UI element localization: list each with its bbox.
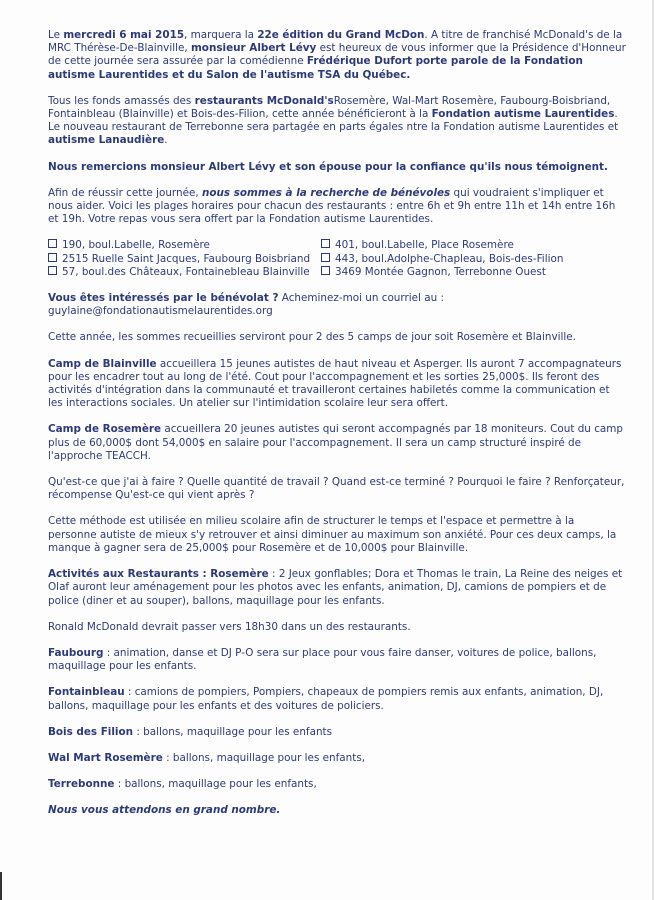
restaurants-label: restaurants McDonald's — [194, 94, 334, 107]
text: accueillera 20 jeunes autistes qui seront accompagnés par 18 moniteurs. Cout du camp plus de 60,000$ dont 54,000$ en salaire pour l'accompagnement. Il sera un camp structuré inspiré de l'approche TEACCH. — [48, 423, 623, 462]
questions-paragraph: Qu'est-ce que j'ai à faire ? Quelle quantité de travail ? Quand est-ce terminé ? Pourquoi le faire ? Renforçateur, récompense Qu'est-ce qui vient après ? — [48, 476, 625, 502]
letter-body — [48, 29, 626, 831]
location-heading: Fontainbleau — [48, 686, 125, 699]
camp-rosemere-heading: Camp de Rosemère — [48, 423, 162, 436]
spokesperson: Frédérique Dufort porte parole de la Fondation autisme Laurentides et du Salon de l'autisme TSA du Québec. — [48, 55, 583, 81]
event-name: 22e édition du Grand McDon — [257, 29, 425, 41]
address-text: 401, boul.Labelle, Place Rosemère — [335, 239, 514, 252]
volunteer-callout: nous sommes à la recherche de bénévoles — [202, 186, 451, 199]
activities-paragraph — [48, 568, 626, 608]
text: : ballons, maquillage pour les enfants — [133, 725, 333, 738]
closing-text: Nous vous attendons en grand nombre. — [48, 804, 281, 817]
text: Tous les fonds amassés des — [48, 94, 195, 107]
location-heading: Terrebonne — [48, 778, 115, 791]
list-item — [48, 266, 321, 279]
thanks-text: Nous remercions monsieur Albert Lévy et son épouse pour la confiance qu'ils nous témoignent. — [48, 160, 608, 173]
text: . — [164, 134, 168, 147]
list-item — [321, 239, 621, 252]
faubourg-paragraph — [48, 647, 626, 673]
address-text: 3469 Montée Gagnon, Terrebonne Ouest — [335, 265, 546, 278]
text: Rosemère, Wal-Mart Rosemère, Faubourg-Boisbriand, Fontainbleau (Blainville) et Bois-des-Filion, cette année bénéficieront à la — [48, 94, 611, 121]
text: est heureux de vous informer que la Présidence d'Honneur de cette journée sera assurée par la comédienne — [48, 42, 626, 68]
address-list — [48, 239, 626, 279]
address-text: 57, boul.des Châteaux, Fontainebleau Blainville — [62, 265, 310, 278]
text: : animation, danse et DJ P-O sera sur place pour vous faire danser, voitures de police, ballons, maquillage pour les enfants. — [48, 646, 597, 673]
closing-paragraph — [48, 804, 626, 817]
scan-mark — [0, 872, 2, 900]
text: . Le nouveau restaurant de Terrebonne sera partagée en parts égales ntre la Fondation autisme Laurentides et — [48, 108, 619, 134]
ronald-paragraph: Ronald McDonald devrait passer vers 18h30 dans un des restaurants. — [48, 620, 411, 633]
foundation-lanaudiere: autisme Lanaudière — [48, 134, 165, 147]
camp-rosemere-paragraph — [48, 423, 626, 463]
address-text: 2515 Ruelle Saint Jacques, Faubourg Boisbriand — [62, 252, 311, 265]
intro-paragraph — [48, 29, 626, 82]
bois-des-filion-paragraph — [48, 726, 626, 739]
event-date: mercredi 6 mai 2015 — [63, 29, 185, 41]
list-item — [48, 239, 321, 252]
fontainbleau-paragraph — [48, 686, 626, 712]
list-item — [48, 253, 321, 266]
checkbox-icon — [48, 239, 57, 248]
checkbox-icon — [48, 266, 57, 275]
volunteer-paragraph — [48, 187, 626, 227]
text: . A titre de franchisé McDonald's de la MRC Thérèse-De-Blainville, — [48, 29, 623, 55]
list-item — [321, 253, 621, 266]
text: : ballons, maquillage pour les enfants, — [162, 751, 366, 764]
franchisee-name: monsieur Albert Lévy — [190, 42, 317, 55]
email-link[interactable]: guylaine@fondationautismelaurentides.org — [48, 305, 273, 318]
checkbox-icon — [321, 266, 330, 275]
camps-paragraph: Cette année, les sommes recueillies serviront pour 2 des 5 camps de jour soit Rosemère et Blainville. — [48, 331, 576, 344]
text: Acheminez-moi un courriel au : — [278, 292, 444, 305]
text: : 2 Jeux gonflables; Dora et Thomas le train, La Reine des neiges et Olaf auront leur aménagement pour les photos avec les enfants, animation, DJ, camions de pompiers et de police (diner et au souper), ballons, maquillage pour les enfants. — [48, 568, 623, 607]
list-item — [321, 266, 621, 279]
text: Le — [48, 29, 64, 41]
walmart-paragraph — [48, 752, 626, 765]
contact-question: Vous êtes intéressés par le bénévolat ? — [48, 292, 279, 305]
location-heading: Wal Mart Rosemère — [48, 751, 163, 764]
checkbox-icon — [321, 239, 330, 248]
address-text: 190, boul.Labelle, Rosemère — [62, 239, 210, 252]
text: : camions de pompiers, Pompiers, chapeaux de pompiers remis aux enfants, animation, DJ, ballons, maquillage pour les enfants et des voitures de policiers. — [48, 686, 604, 712]
foundation-name: Fondation autisme Laurentides — [431, 108, 615, 121]
location-heading: Bois des Filion — [48, 725, 134, 738]
activities-heading: Activités aux Restaurants : Rosemère — [48, 568, 269, 581]
contact-paragraph — [48, 292, 626, 318]
checkbox-icon — [321, 253, 330, 262]
address-text: 443, boul.Adolphe-Chapleau, Bois-des-Filion — [335, 252, 564, 265]
method-paragraph: Cette méthode est utilisée en milieu scolaire afin de structurer le temps et l'espace et permettre à la personne autiste de mieux s'y retrouver et ainsi diminuer au maximum son anxiété. Pour ces deux camps, la manque à gagner sera de 25,000$ pour Rosemère et de 10,000$ pour Blainville. — [48, 515, 617, 554]
text: accueillera 15 jeunes autistes de haut niveau et Asperger. Ils auront 7 accompagnateurs pour les encadrer tout au long de l'été. Cout pour l'accompagnement et les sorties 25,000$. Ils feront des activités d'intégration dans la communauté et travailleront certaines habiletés comme la communication et les interactions sociales. Un atelier sur l'intimidation scolaire leur sera offert. — [48, 357, 622, 410]
location-heading: Faubourg — [48, 646, 104, 659]
text: : ballons, maquillage pour les enfants, — [114, 778, 317, 791]
text: qui voudraient s'impliquer et nous aider. Voici les plages horaires pour chacun des restaurants : entre 6h et 9h entre 11h et 14h entre 16h et 19h. Votre repas vous sera offert par la Fondation autisme Laurentides. — [48, 186, 616, 226]
text: , marquera la — [184, 29, 258, 41]
thanks-paragraph — [48, 161, 626, 174]
funds-paragraph — [48, 95, 626, 148]
checkbox-icon — [48, 253, 57, 262]
text: Afin de réussir cette journée, — [48, 186, 202, 199]
camp-blainville-paragraph — [48, 358, 626, 411]
camp-blainville-heading: Camp de Blainville — [48, 357, 157, 370]
terrebonne-paragraph — [48, 778, 626, 791]
